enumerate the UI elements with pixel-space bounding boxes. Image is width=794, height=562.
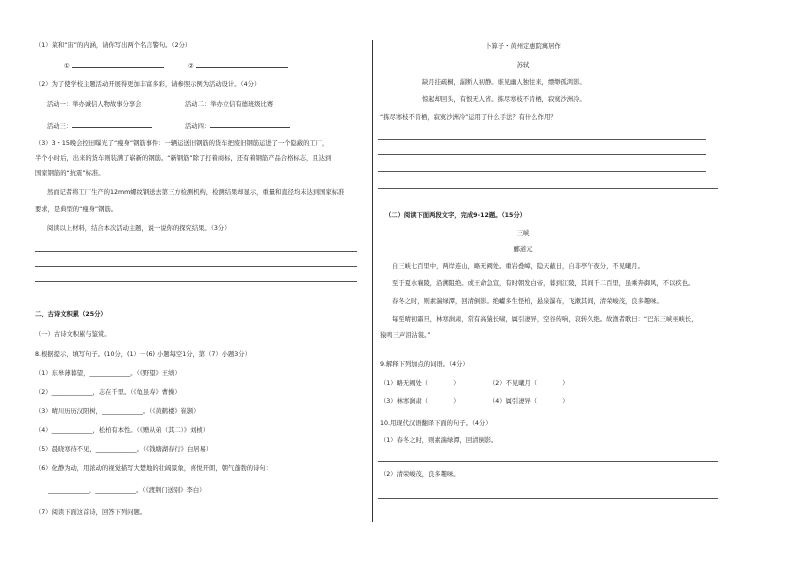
- fill-5: （5）晨晓寒待不见，_____________。（《钱塘湖春行》白居易）: [35, 446, 213, 453]
- question-q1: （1）菜和“宙”的内涵，请你写出两个名言警句。（2分）: [35, 42, 192, 49]
- fill-4: （4）_____________，松柏有本性。（《赠从弟（其二）》刘桢）: [35, 427, 210, 434]
- passage-line-5: 猿鸣三声泪沾裳。”: [380, 332, 431, 339]
- q3-line2: 半个小时后，出来的货车则装满了崭新的钢筋。“新钢筋”除了打着商标，还有着钢筋产品合格标志，且达到: [35, 155, 332, 162]
- fill-6-answer: _____________，_____________。（《渡荆门送别》李白）: [48, 487, 206, 494]
- q1-answer-b: ②: [188, 61, 288, 71]
- question-10: 10.用现代汉语翻译下面的句子。（4分）: [380, 420, 492, 427]
- poem-question: “拣尽寒枝不肯栖，寂寞沙洲冷”运用了什么手法？有什么作用？: [380, 114, 557, 121]
- q3-line5: 要求，是典型的“瘦身”钢筋。: [35, 206, 118, 213]
- answer-line: [378, 171, 706, 172]
- poem-line-2: 惊起却回头，有恨无人省。拣尽寒枝不肯栖，寂寞沙洲冷。: [422, 96, 586, 103]
- answer-line: [35, 251, 357, 252]
- activity-4: 活动四：: [185, 121, 290, 131]
- answer-line: [378, 498, 718, 499]
- answer-line: [378, 154, 706, 155]
- answer-line: [378, 188, 718, 189]
- q1-answer-a: ①: [64, 61, 164, 71]
- poem-author: 苏轼: [516, 62, 530, 69]
- fill-2: （2）_____________，志在千里。（《龟虽寿》曹操）: [35, 389, 181, 396]
- question-9: 9.解释下列加点的词语。（4分）: [380, 361, 469, 368]
- text-author: 郦道元: [513, 246, 533, 253]
- question-q2: （2）为了使学校主题活动开展得更加丰富多彩，请参照示例为活动设计。（4分）: [35, 81, 261, 88]
- answer-line: [378, 139, 706, 140]
- subsection-1-heading: （一）古诗文积累与鉴赏。: [35, 331, 111, 338]
- passage-line-3: 春冬之时，则素湍绿潭，回清倒影。绝巘多生怪柏，悬泉瀑布，飞漱其间，清荣峻茂，良多趣味。: [392, 298, 663, 305]
- q3-line1: （3）3・15晚会控田曝光了“瘦身”钢筋事件：一辆运送旧钢筋的货车把废旧钢筋运进了一个隐蔽的工厂，: [35, 140, 329, 147]
- activity-1: 活动一：举办诚信人物故事分享会: [47, 101, 142, 108]
- answer-line: [35, 281, 357, 282]
- fill-6: （6）化静为动，用浓动的视觉描写大楚地的壮阔景象，喜悦开朗，朝气蓬勃的诗句：: [35, 465, 272, 472]
- section-2-heading: 二、古诗文积累（25分）: [35, 311, 107, 318]
- answer-line: [378, 461, 718, 462]
- passage-line-4: 每至晴初霜旦，林寒涧肃，常有高猿长啸，属引凄异，空谷传响，哀转久绝。故渔者歌曰：“巴东三峡巫峡长，: [392, 316, 698, 323]
- q9-item-3: （3）林寒涧肃（ ）: [380, 398, 460, 405]
- q9-item-2: （2）不见曦月（ ）: [489, 380, 569, 387]
- question-8: 8.根据提示，填写句子。(10分，(1）－(6) 小题每空1分，第（7）小题3分）: [35, 351, 251, 358]
- q3-line6: 阅读以上材料，结合本次活动主题，说一说你的探究结果。（3分）: [47, 225, 231, 232]
- poem-title: 卜算子・黄州定惠院寓居作: [485, 43, 561, 50]
- fill-3: （3）晴川历历汉阳树，_____________。（《黄鹤楼》崔颢）: [35, 408, 200, 415]
- activity-2: 活动二：举办立信有德班级比赛: [185, 101, 274, 108]
- question-8-7: （7）阅读下面这首诗，回答下列问题。: [35, 509, 147, 516]
- q3-line4: 然而记者将工厂生产的12mm螺纹钢送去第三方检测机构，检测结果却显示，重量和直径均未达到国家标准: [47, 189, 345, 196]
- q10-item-1: （1）春冬之时，则素湍绿潭，回清倒影。: [380, 437, 498, 444]
- q9-item-1: （1）略无阙处（ ）: [380, 380, 460, 387]
- q9-item-4: （4）属引凄异（ ）: [489, 398, 569, 405]
- q3-line3: 国家钢筋的“抗震”标准。: [35, 170, 105, 177]
- subsection-2-heading: （二）阅读下面两段文字，完成9-12题。（15分）: [385, 212, 527, 219]
- activity-3: 活动三：: [47, 121, 152, 131]
- poem-line-1: 缺月挂疏桐，漏断人初静。谁见幽人独往来，缥缈孤鸿影。: [422, 79, 586, 86]
- passage-line-2: 至于夏水襄陵，沿溯阻绝。或王命急宣，有时朝发白帝，暮到江陵，其间千二百里，虽乘奔御风，不以疾也。: [392, 280, 695, 287]
- text-title: 三峡: [516, 230, 530, 237]
- q10-item-2: （2）清荣峻茂，良多趣味。: [380, 471, 460, 478]
- fill-1: （1）东皋薄暮望，_____________。（《野望》王绩）: [35, 370, 181, 377]
- answer-line: [35, 266, 357, 267]
- passage-line-1: 自三峡七百里中，两岸连山，略无阙处。重岩叠嶂，隐天蔽日，自非亭午夜分，不见曦月。: [392, 263, 644, 270]
- column-divider: [372, 40, 373, 522]
